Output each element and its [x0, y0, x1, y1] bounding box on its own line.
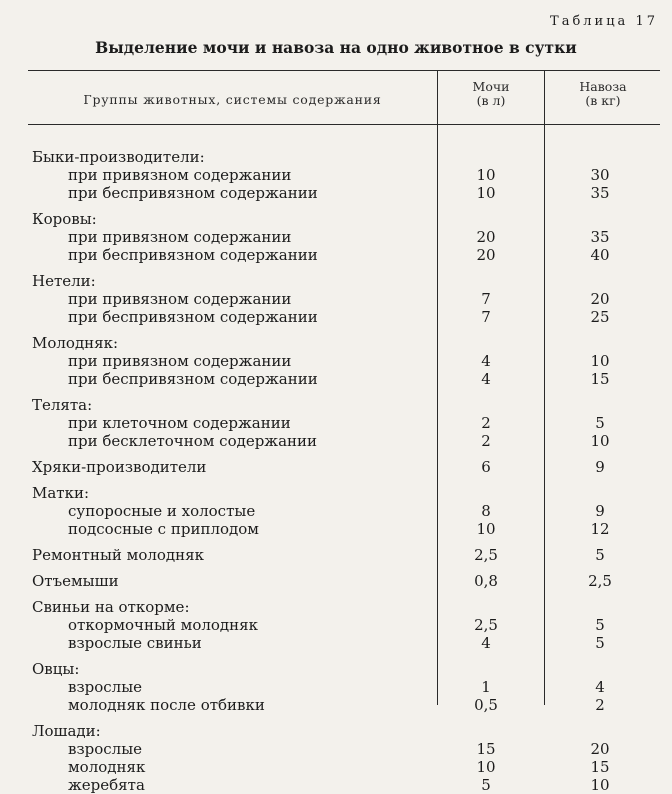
urine-value: 2 — [481, 432, 491, 450]
manure-value: 15 — [590, 370, 610, 388]
manure-value: 5 — [595, 414, 605, 432]
header-group: Группы животных, системы содержания — [83, 92, 382, 107]
header-urine-title: Мочи — [472, 79, 510, 94]
urine-value: 4 — [481, 634, 491, 652]
table-body — [0, 148, 672, 794]
row-label: взрослые — [68, 740, 143, 758]
urine-value: 10 — [476, 184, 496, 202]
manure-value: 35 — [590, 228, 610, 246]
manure-value: 10 — [590, 776, 610, 794]
row-label: Телята: — [32, 396, 93, 414]
urine-value: 0,8 — [474, 572, 498, 590]
table-row — [0, 370, 672, 388]
urine-value: 7 — [481, 308, 491, 326]
urine-value: 4 — [481, 370, 491, 388]
table-row — [0, 758, 672, 776]
table-row — [0, 502, 672, 520]
row-label: откормочный молодняк — [68, 616, 258, 634]
row-label: взрослые свиньи — [68, 634, 202, 652]
urine-value: 10 — [476, 520, 496, 538]
table-number: Таблица 17 — [550, 14, 658, 29]
header-urine-unit: (в л) — [476, 93, 506, 108]
urine-value: 6 — [481, 458, 491, 476]
row-label: при привязном содержании — [68, 352, 292, 370]
table-row — [0, 572, 672, 590]
table-row — [0, 184, 672, 202]
row-label: молодняк после отбивки — [68, 696, 265, 714]
urine-value: 2,5 — [474, 546, 498, 564]
row-label: при привязном содержании — [68, 228, 292, 246]
manure-value: 30 — [590, 166, 610, 184]
table-row — [0, 272, 672, 290]
urine-value: 20 — [476, 228, 496, 246]
urine-value: 15 — [476, 740, 496, 758]
row-label: Свиньи на откорме: — [32, 598, 190, 616]
manure-value: 25 — [590, 308, 610, 326]
table-row — [0, 290, 672, 308]
urine-value: 1 — [481, 678, 491, 696]
row-label: при бесклеточном содержании — [68, 432, 318, 450]
table-row — [0, 414, 672, 432]
table-title: Выделение мочи и навоза на одно животное в сутки — [95, 38, 577, 57]
urine-value: 0,5 — [474, 696, 498, 714]
row-label: Молодняк: — [32, 334, 119, 352]
table-row — [0, 458, 672, 476]
table-row — [0, 166, 672, 184]
table-row — [0, 334, 672, 352]
manure-value: 9 — [595, 502, 605, 520]
urine-value: 7 — [481, 290, 491, 308]
header-urine — [439, 80, 543, 108]
table-row — [0, 776, 672, 794]
row-label: при привязном содержании — [68, 166, 292, 184]
urine-value: 5 — [481, 776, 491, 794]
row-label: при беспривязном содержании — [68, 184, 318, 202]
row-label: подсосные с приплодом — [68, 520, 259, 538]
manure-value: 20 — [590, 290, 610, 308]
row-label: при беспривязном содержании — [68, 370, 318, 388]
manure-value: 2 — [595, 696, 605, 714]
manure-value: 10 — [590, 432, 610, 450]
manure-value: 20 — [590, 740, 610, 758]
table-row — [0, 308, 672, 326]
manure-value: 15 — [590, 758, 610, 776]
row-label: Овцы: — [32, 660, 80, 678]
table-row — [0, 660, 672, 678]
row-label: молодняк — [68, 758, 146, 776]
urine-value: 10 — [476, 758, 496, 776]
urine-value: 8 — [481, 502, 491, 520]
table-row — [0, 634, 672, 652]
table-row — [0, 484, 672, 502]
manure-value: 4 — [595, 678, 605, 696]
header-manure-title: Навоза — [579, 79, 627, 94]
header-manure — [546, 80, 660, 108]
row-label: жеребята — [68, 776, 145, 794]
row-label: взрослые — [68, 678, 143, 696]
table-row — [0, 352, 672, 370]
row-label: при беспривязном содержании — [68, 246, 318, 264]
header-top-rule — [28, 70, 660, 71]
row-label: Хряки-производители — [32, 458, 207, 476]
table-row — [0, 740, 672, 758]
table-row — [0, 520, 672, 538]
table-row — [0, 396, 672, 414]
table-row — [0, 722, 672, 740]
row-label: Коровы: — [32, 210, 97, 228]
manure-value: 9 — [595, 458, 605, 476]
row-label: при привязном содержании — [68, 290, 292, 308]
table-row — [0, 546, 672, 564]
manure-value: 5 — [595, 616, 605, 634]
row-label: Отъемыши — [32, 572, 119, 590]
urine-value: 2,5 — [474, 616, 498, 634]
row-label: при клеточном содержании — [68, 414, 291, 432]
table-row — [0, 148, 672, 166]
table-row — [0, 228, 672, 246]
table-row — [0, 432, 672, 450]
table-row — [0, 210, 672, 228]
row-label: супоросные и холостые — [68, 502, 256, 520]
table-row — [0, 678, 672, 696]
row-label: Нетели: — [32, 272, 96, 290]
urine-value: 10 — [476, 166, 496, 184]
table-row — [0, 616, 672, 634]
table-row — [0, 246, 672, 264]
row-label: Ремонтный молодняк — [32, 546, 204, 564]
manure-value: 5 — [595, 546, 605, 564]
table-row — [0, 696, 672, 714]
urine-value: 20 — [476, 246, 496, 264]
table-row — [0, 598, 672, 616]
row-label: Лошади: — [32, 722, 101, 740]
manure-value: 10 — [590, 352, 610, 370]
manure-value: 12 — [590, 520, 610, 538]
urine-value: 4 — [481, 352, 491, 370]
header-bottom-rule — [28, 124, 660, 125]
row-label: Быки-производители: — [32, 148, 205, 166]
row-label: Матки: — [32, 484, 90, 502]
urine-value: 2 — [481, 414, 491, 432]
row-label: при беспривязном содержании — [68, 308, 318, 326]
header-manure-unit: (в кг) — [585, 93, 621, 108]
manure-value: 5 — [595, 634, 605, 652]
manure-value: 35 — [590, 184, 610, 202]
manure-value: 2,5 — [588, 572, 612, 590]
manure-value: 40 — [590, 246, 610, 264]
